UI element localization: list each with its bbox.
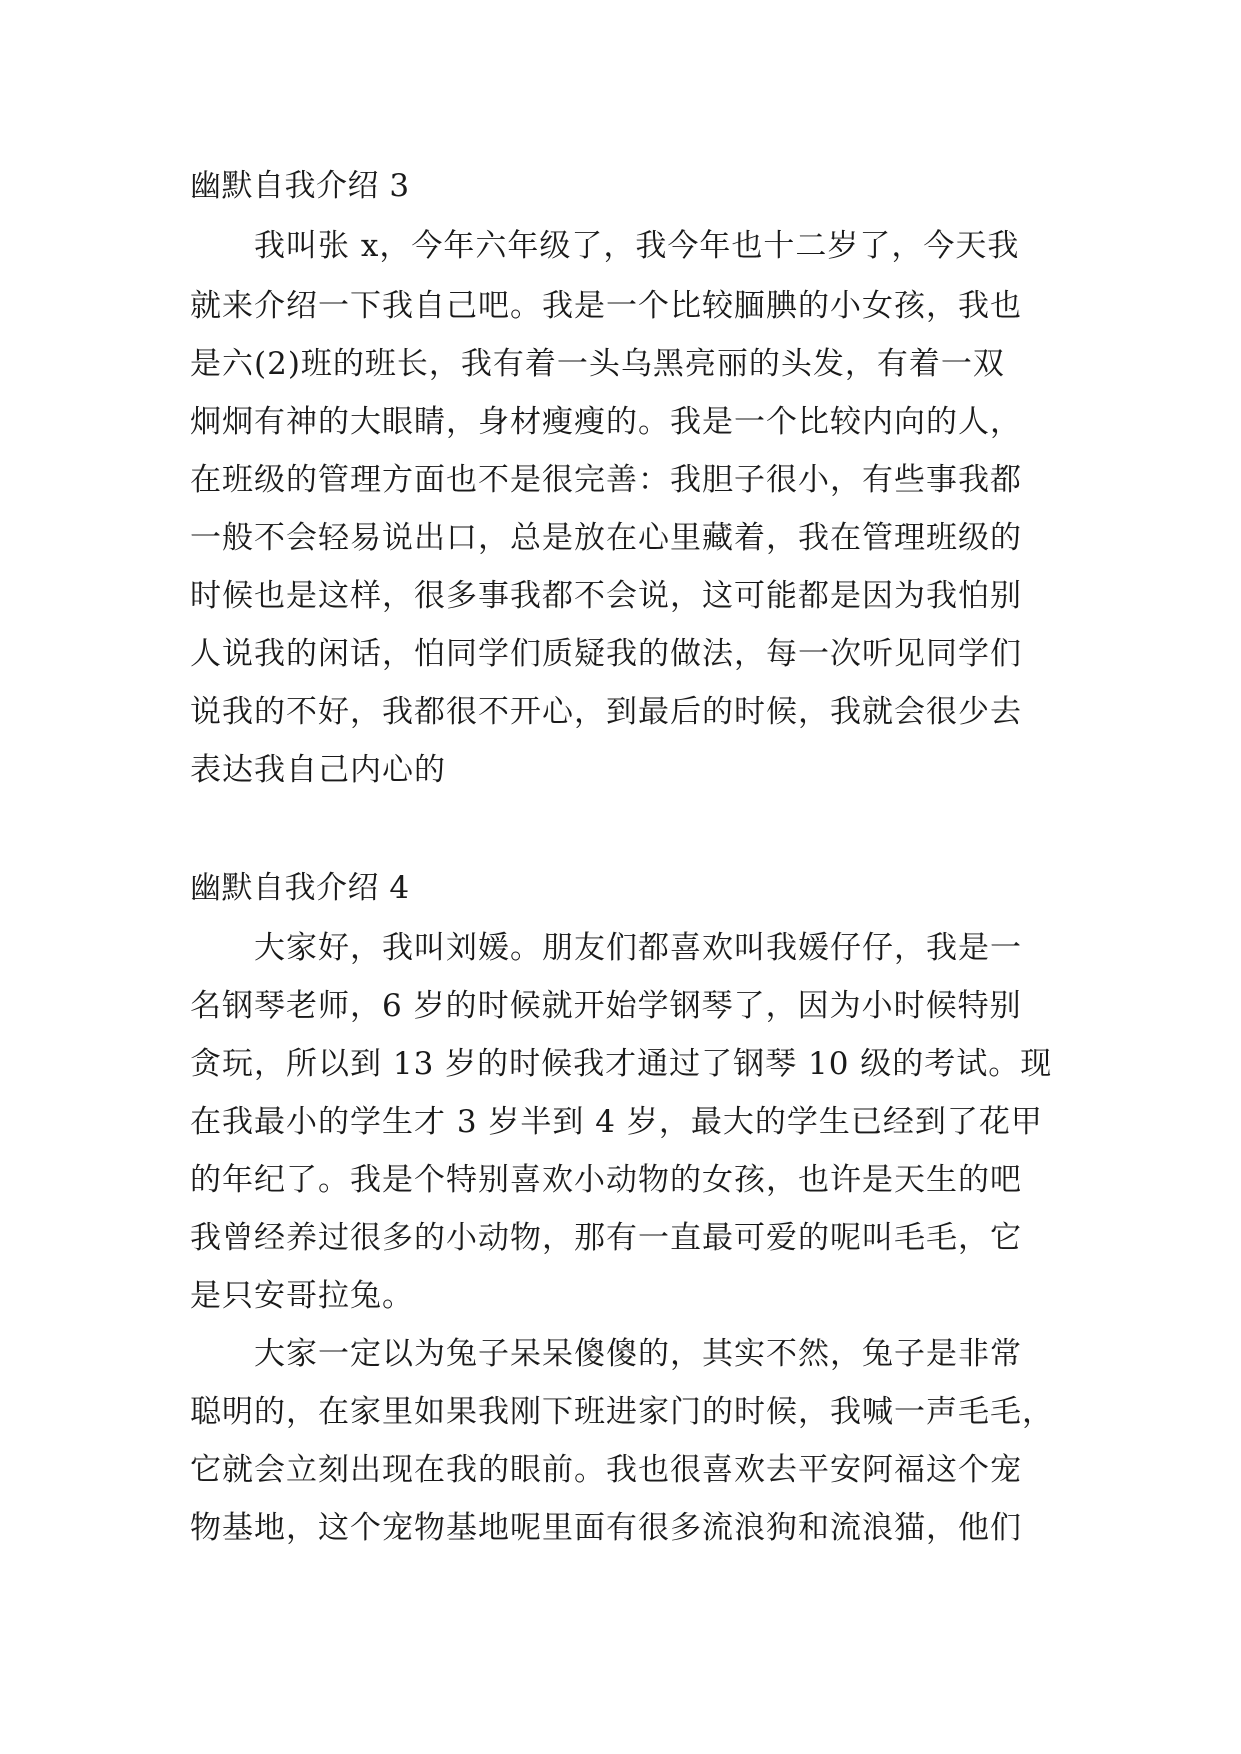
text-line: 我曾经养过很多的小动物，那有一直最可爱的呢叫毛毛，它 bbox=[190, 1220, 1022, 1256]
text-line: 是六(2)班的班长，我有着一头乌黑亮丽的头发，有着一双 bbox=[190, 346, 1005, 382]
text-line: 一般不会轻易说出口，总是放在心里藏着，我在管理班级的 bbox=[190, 520, 1022, 556]
text-line: 时候也是这样，很多事我都不会说，这可能都是因为我怕别 bbox=[190, 578, 1022, 614]
text-line: 名钢琴老师，6 岁的时候就开始学钢琴了，因为小时候特别 bbox=[190, 988, 1022, 1024]
text-line: 是只安哥拉兔。 bbox=[190, 1278, 414, 1314]
text-line: 在班级的管理方面也不是很完善：我胆子很小，有些事我都 bbox=[190, 462, 1022, 498]
text-line: 人说我的闲话，怕同学们质疑我的做法，每一次听见同学们 bbox=[190, 636, 1022, 672]
text-line: 在我最小的学生才 3 岁半到 4 岁，最大的学生已经到了花甲 bbox=[190, 1104, 1043, 1140]
text-line: 炯炯有神的大眼睛，身材瘦瘦的。我是一个比较内向的人， bbox=[190, 404, 1022, 440]
text-line: 说我的不好，我都很不开心，到最后的时候，我就会很少去 bbox=[190, 694, 1022, 730]
text-line: 我叫张 x，今年六年级了，我今年也十二岁了，今天我 bbox=[254, 228, 1020, 264]
text-line: 的年纪了。我是个特别喜欢小动物的女孩，也许是天生的吧 bbox=[190, 1162, 1022, 1198]
text-line: 就来介绍一下我自己吧。我是一个比较腼腆的小女孩，我也 bbox=[190, 288, 1022, 324]
text-line: 聪明的，在家里如果我刚下班进家门的时候，我喊一声毛毛， bbox=[190, 1394, 1054, 1430]
text-line: 它就会立刻出现在我的眼前。我也很喜欢去平安阿福这个宠 bbox=[190, 1452, 1022, 1488]
text-line: 大家好，我叫刘媛。朋友们都喜欢叫我媛仔仔，我是一 bbox=[254, 930, 1022, 966]
text-line: 贪玩，所以到 13 岁的时候我才通过了钢琴 10 级的考试。现 bbox=[190, 1046, 1053, 1082]
section-3-title: 幽默自我介绍 3 bbox=[190, 168, 410, 204]
section-4-title: 幽默自我介绍 4 bbox=[190, 870, 410, 906]
text-line: 物基地，这个宠物基地呢里面有很多流浪狗和流浪猫，他们 bbox=[190, 1510, 1022, 1546]
text-line: 大家一定以为兔子呆呆傻傻的，其实不然，兔子是非常 bbox=[254, 1336, 1022, 1372]
text-line: 表达我自己内心的 bbox=[190, 752, 446, 788]
